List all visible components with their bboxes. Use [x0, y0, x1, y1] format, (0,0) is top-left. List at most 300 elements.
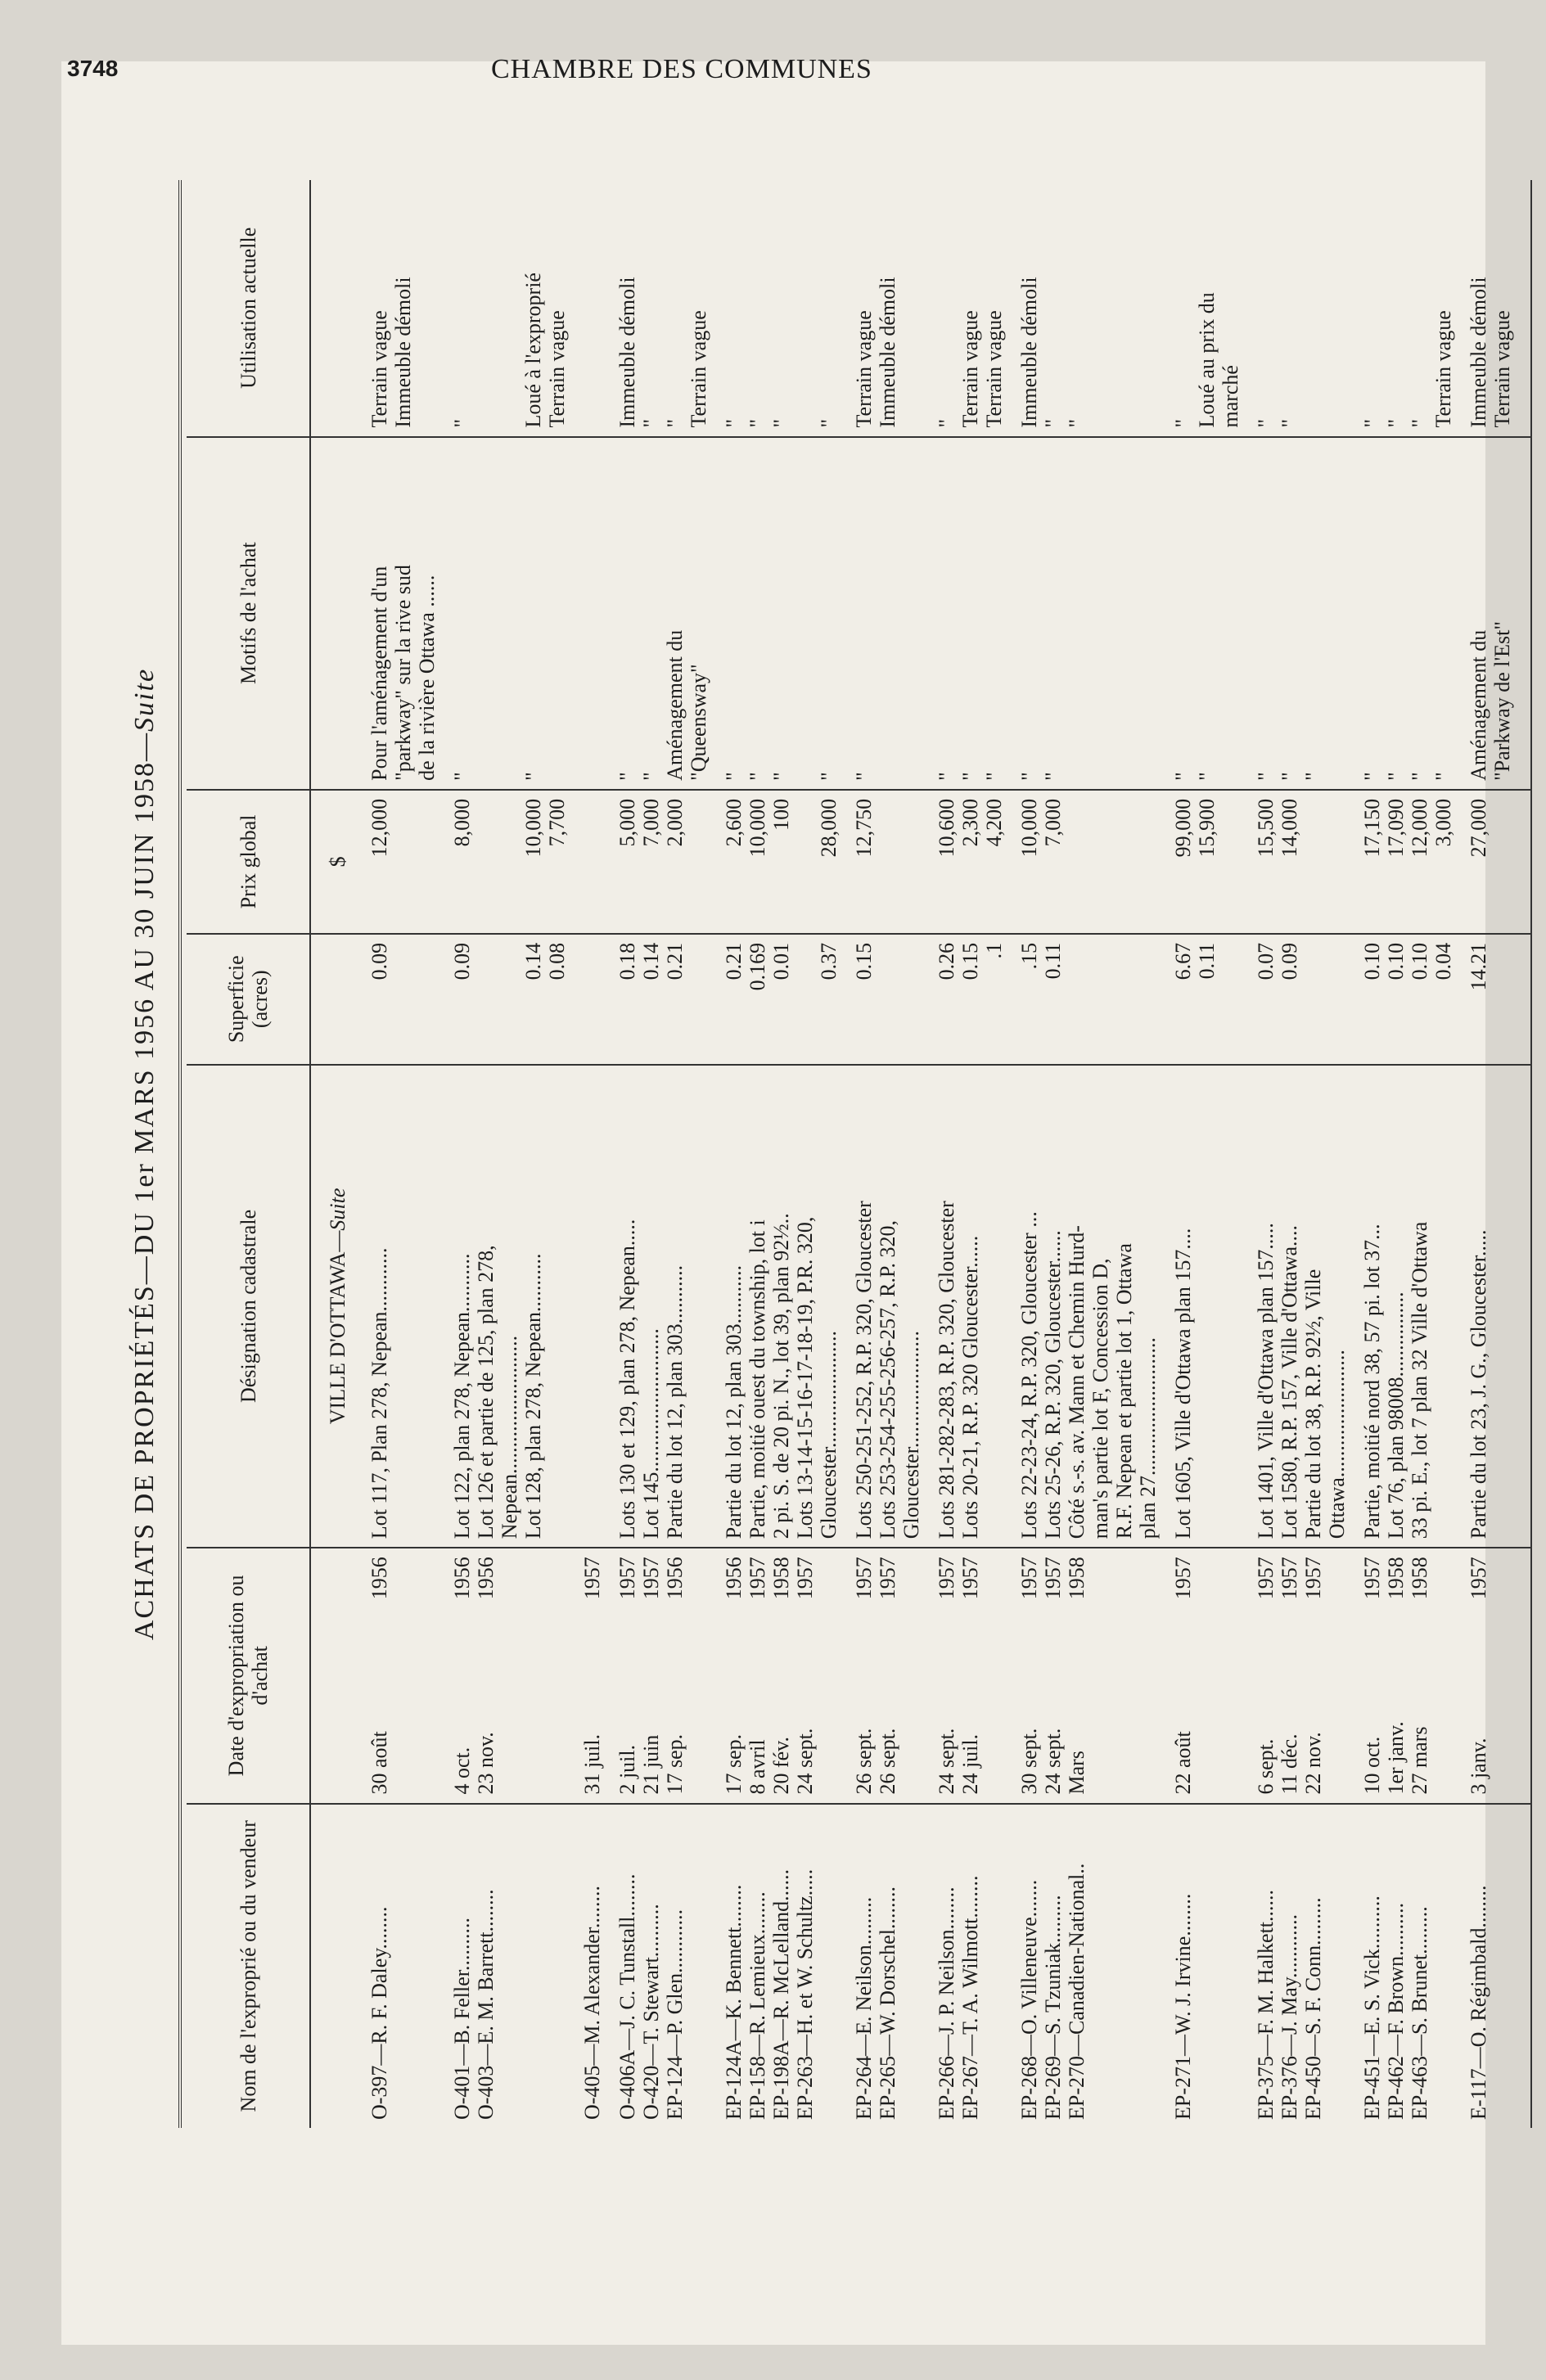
cell-prix-line: 8,000 [450, 798, 474, 847]
cell-utilisation-line: Immeuble démoli [1017, 277, 1041, 428]
cell-prix-line: 15,900 [1195, 798, 1219, 858]
cell-name [604, 1804, 710, 2128]
cell-superficie-line: 0.21 [663, 942, 687, 980]
cell-date [1242, 1548, 1349, 1803]
cell-designation-line: Lot 117, Plan 278, Nepean............ [367, 1247, 391, 1539]
cell-prix-line: 10,000 [1017, 798, 1041, 858]
cell-designation-line: Nepean.......................... [498, 1335, 521, 1539]
cell-designation [604, 1065, 710, 1548]
date-year: 1957 [639, 1557, 663, 1600]
cell-designation [439, 1065, 569, 1548]
cell-motifs-line: " [958, 772, 982, 781]
cell-designation-line: R.F. Nepean et partie lot 1, Ottawa [1112, 1243, 1136, 1539]
cell-date-line [769, 1557, 793, 1794]
cell-name-line: O-405—M. Alexander........ [580, 1886, 604, 2120]
date-day: 11 déc. [1278, 1733, 1301, 1795]
date-year: 1957 [580, 1557, 604, 1600]
cell-utilisation-line: Immeuble démoli [391, 277, 415, 428]
cell-superficie [1160, 934, 1242, 1065]
cell-utilisation-line: " [935, 418, 958, 428]
cell-date-line [935, 1557, 958, 1794]
date-year: 1957 [793, 1557, 817, 1600]
date-day: 21 juin [639, 1734, 663, 1795]
cell-superficie-line: 0.15 [958, 942, 982, 980]
cell-name [710, 1804, 841, 2128]
section-row [310, 180, 356, 2128]
date-year: 1957 [935, 1557, 958, 1600]
table-row [1349, 180, 1455, 2128]
cell-utilisation-line: " [1171, 418, 1195, 428]
cell-utilisation-line: " [769, 418, 793, 428]
table-row [1006, 180, 1160, 2128]
section-title-main: VILLE D'OTTAWA— [326, 1230, 349, 1425]
cell-name-line: EP-267—T. A. Wilmott........ [958, 1875, 982, 2120]
cell-date-line [1254, 1557, 1278, 1794]
date-day: 30 août [367, 1731, 391, 1795]
cell-date-line [1467, 1557, 1490, 1794]
cell-name [569, 1804, 604, 2128]
cell-date-line [722, 1557, 746, 1794]
cell-prix [1349, 790, 1455, 934]
cell-date [439, 1548, 569, 1803]
cell-designation-line: Partie, moitié nord 38, 57 pi. lot 37... [1360, 1224, 1384, 1539]
cell-motifs [1455, 437, 1514, 790]
date-day: 24 sept. [793, 1728, 817, 1795]
cell-prix-line: 7,700 [545, 798, 569, 847]
cell-prix-line: 3,000 [1431, 798, 1455, 847]
cell-utilisation-line: " [1254, 418, 1278, 428]
date-year: 1958 [1408, 1557, 1431, 1600]
cell-date-line [663, 1557, 687, 1794]
cell-designation [356, 1065, 439, 1548]
cell-date-line [1408, 1557, 1431, 1794]
cell-date [604, 1548, 710, 1803]
cell-designation-line: Lots 250-251-252, R.P. 320, Gloucester [852, 1201, 876, 1539]
cell-utilisation-line: Terrain vague [852, 310, 876, 428]
table-header-row [187, 180, 310, 2128]
cell-date-line [450, 1557, 474, 1794]
cell-prix-line: 10,000 [521, 798, 545, 858]
cell-prix-line: 10,000 [746, 798, 769, 858]
cell-designation-line: Lot 76, plan 98008................ [1384, 1291, 1408, 1539]
cell-utilisation-line: " [1384, 418, 1408, 428]
date-day: 24 sept. [1041, 1728, 1065, 1795]
cell-name-line: EP-462—F. Brown.......... [1384, 1902, 1408, 2120]
cell-utilisation-line: " [1065, 418, 1089, 428]
rotated-table-block [115, 180, 1514, 2128]
cell-utilisation-line: Terrain vague [958, 310, 982, 428]
cell-utilisation-line: Immeuble démoli [615, 277, 639, 428]
cell-designation [841, 1065, 923, 1548]
cell-date [1160, 1548, 1242, 1803]
cell-utilisation [356, 180, 439, 437]
cell-prix-line [498, 799, 521, 925]
cell-superficie-line: 0.09 [1278, 942, 1301, 980]
cell-designation-line: Partie, moitié ouest du township, lot i [746, 1219, 769, 1539]
cell-superficie [439, 934, 569, 1065]
cell-date-line [474, 1557, 498, 1794]
date-day: 4 oct. [450, 1747, 474, 1795]
cell-date [841, 1548, 923, 1803]
cell-date-line [1301, 1557, 1325, 1794]
cell-motifs [1160, 437, 1242, 790]
cell-name [439, 1804, 569, 2128]
cell-motifs-line: " [982, 772, 1006, 781]
date-day: 23 nov. [474, 1732, 498, 1795]
cell-motifs-line: Pour l'aménagement d'un [367, 566, 391, 781]
cell-prix-line: 14,000 [1278, 798, 1301, 858]
date-day: 2 juil. [615, 1744, 639, 1795]
date-day: 8 avril [746, 1739, 769, 1795]
cell-designation [923, 1065, 1006, 1548]
cell-motifs-line: Aménagement du [1467, 629, 1490, 781]
date-year: 1957 [1041, 1557, 1065, 1600]
table-body [310, 180, 1531, 2128]
cell-designation-line: Lot 126 et partie de 125, plan 278, [474, 1245, 498, 1539]
date-year: 1957 [746, 1557, 769, 1600]
cell-utilisation-line: " [639, 418, 663, 428]
cell-date-line [852, 1557, 876, 1794]
cell-motifs-line: " [615, 772, 639, 781]
table-row [1242, 180, 1349, 2128]
cell-motifs-line: " [1254, 772, 1278, 781]
cell-designation-line: Lot 1401, Ville d'Ottawa plan 157..... [1254, 1223, 1278, 1539]
col-header-designation: Désignation cadastrale [187, 1065, 310, 1548]
col-header-superficie: Superficie (acres) [187, 934, 310, 1065]
cell-motifs [439, 437, 569, 790]
date-day: 17 sep. [722, 1733, 746, 1795]
cell-utilisation-line: Terrain vague [982, 310, 1006, 428]
cell-designation-line: Lots 13-14-15-16-17-18-19, P.R. 320, [793, 1216, 817, 1539]
cell-motifs-line [474, 446, 498, 781]
cell-prix-line [474, 799, 498, 925]
cell-utilisation [710, 180, 841, 437]
cell-prix-line: 7,000 [1041, 798, 1065, 847]
cell-designation-line: 33 pi. E., lot 7 plan 32 Ville d'Ottawa [1408, 1221, 1431, 1539]
cell-utilisation-line: " [722, 418, 746, 428]
cell-name [923, 1804, 1006, 2128]
date-year: 1957 [1017, 1557, 1041, 1600]
cell-utilisation-line: " [1360, 418, 1384, 428]
cell-designation [1006, 1065, 1160, 1548]
cell-name-line: EP-124A—K. Bennett........ [722, 1884, 746, 2120]
table-title-suite: Suite [129, 667, 160, 732]
cell-name-line: EP-198A—R. McLelland...... [769, 1868, 793, 2120]
date-year: 1957 [1254, 1557, 1278, 1600]
cell-prix-line: 17,150 [1360, 798, 1384, 858]
cell-designation-line: Lot 128, plan 278, Nepean........... [521, 1253, 545, 1539]
cell-name-line: EP-158—R. Lemieux........ [746, 1891, 769, 2120]
cell-motifs [604, 437, 710, 790]
table-row [356, 180, 439, 2128]
cell-name-line: EP-270—Canadien-National.. [1065, 1863, 1089, 2120]
cell-motifs-line: " [1171, 772, 1195, 781]
col-header-prix [187, 790, 310, 934]
cell-date-line [615, 1557, 639, 1794]
cell-utilisation [1242, 180, 1349, 437]
cell-name-line: EP-268—O. Villeneuve....... [1017, 1879, 1041, 2120]
cell-motifs [841, 437, 923, 790]
cell-superficie-line: 0.26 [935, 942, 958, 980]
cell-date-line [1278, 1557, 1301, 1794]
cell-date-line [580, 1557, 604, 1794]
date-year: 1957 [615, 1557, 639, 1600]
cell-prix-line: 2,300 [958, 798, 982, 847]
cell-prix-line: 12,000 [367, 798, 391, 858]
cell-utilisation-line: " [663, 418, 687, 428]
table-row [841, 180, 923, 2128]
cell-utilisation [604, 180, 710, 437]
cell-date [923, 1548, 1006, 1803]
cell-designation-line: Partie du lot 12, plan 303........... [722, 1264, 746, 1539]
cell-motifs-line: " [1431, 772, 1455, 781]
date-day: 31 juil. [580, 1733, 604, 1795]
date-year: 1957 [852, 1557, 876, 1600]
cell-prix-line: 12,750 [852, 798, 876, 858]
cell-designation-line: Partie du lot 12, plan 303........... [663, 1264, 687, 1539]
cell-date-line [1041, 1557, 1065, 1794]
cell-superficie-line: 0.11 [1195, 942, 1219, 980]
cell-prix [923, 790, 1006, 934]
cell-name-line: O-397—R. F. Daley........ [367, 1906, 391, 2120]
table-row [439, 180, 569, 2128]
cell-prix [1006, 790, 1160, 934]
cell-prix [439, 790, 569, 934]
cell-utilisation-line: " [817, 418, 841, 428]
cell-date-line [1384, 1557, 1408, 1794]
cell-designation-line: Lots 22-23-24, R.P. 320, Gloucester ... [1017, 1211, 1041, 1539]
cell-designation-line: Lots 130 et 129, plan 278, Nepean..... [615, 1219, 639, 1539]
cell-name-line: EP-463—S. Brunet......... [1408, 1906, 1431, 2120]
cell-prix [1242, 790, 1349, 934]
cell-designation [1455, 1065, 1514, 1548]
cell-superficie-line: 0.08 [545, 942, 569, 980]
cell-motifs [710, 437, 841, 790]
cell-superficie-line [474, 943, 498, 1056]
cell-name-line: EP-375—F. M. Halkett...... [1254, 1889, 1278, 2120]
cell-superficie-line: 0.21 [722, 942, 746, 980]
date-year: 1957 [1301, 1557, 1325, 1600]
cell-motifs-line: de la rivière Ottawa ...... [415, 575, 439, 781]
cell-utilisation-line: Loué au prix du [1195, 292, 1219, 428]
table-row [569, 180, 604, 2128]
section-title [310, 1065, 356, 1548]
cell-superficie [923, 934, 1006, 1065]
cell-utilisation-line: " [746, 418, 769, 428]
cell-prix-line: 12,000 [1408, 798, 1431, 858]
cell-utilisation-line: Loué à l'exproprié [521, 273, 545, 428]
date-day: 10 oct. [1360, 1736, 1384, 1795]
cell-name-line: O-406A—J. C. Tunstall........ [615, 1873, 639, 2120]
cell-utilisation [569, 180, 604, 437]
cell-superficie [841, 934, 923, 1065]
cell-date-line [1171, 1557, 1195, 1794]
date-year: 1956 [722, 1557, 746, 1600]
cell-motifs [923, 437, 1006, 790]
cell-superficie-line: 0.14 [639, 942, 663, 980]
cell-superficie [1349, 934, 1455, 1065]
prix-unit: $ [310, 790, 356, 934]
col-header-prix-label: Prix global [236, 814, 260, 909]
date-day: 6 sept. [1254, 1738, 1278, 1795]
date-year: 1957 [1467, 1557, 1490, 1600]
table-row [710, 180, 841, 2128]
cell-utilisation-line: Terrain vague [687, 310, 710, 428]
table-row [1455, 180, 1514, 2128]
cell-superficie-line: 0.14 [521, 942, 545, 980]
cell-motifs-line: " [817, 772, 841, 781]
col-header-motifs: Motifs de l'achat [187, 437, 310, 790]
date-year: 1957 [958, 1557, 982, 1600]
cell-superficie-line: .1 [982, 942, 1006, 959]
date-day: 24 sept. [935, 1728, 958, 1795]
date-year: 1956 [450, 1557, 474, 1600]
cell-designation [1160, 1065, 1242, 1548]
cell-date-line [367, 1557, 391, 1794]
cell-utilisation-line: " [1041, 418, 1065, 428]
cell-designation-line: Lots 20-21, R.P. 320 Gloucester...... [958, 1235, 982, 1539]
cell-utilisation-line: Terrain vague [545, 310, 569, 428]
cell-name [1160, 1804, 1242, 2128]
cell-motifs-line [498, 446, 521, 781]
cell-motifs-line: " [1195, 772, 1219, 781]
cell-prix [841, 790, 923, 934]
cell-name-line: EP-263—H. et W. Schultz..... [793, 1868, 817, 2120]
cell-utilisation [1349, 180, 1455, 437]
cell-motifs-line: " [450, 772, 474, 781]
cell-superficie-line: 0.10 [1360, 942, 1384, 980]
cell-date-line [746, 1557, 769, 1794]
cell-superficie-line: 0.11 [1041, 942, 1065, 980]
cell-date-line [793, 1557, 817, 1794]
cell-motifs-line: Aménagement du [663, 629, 687, 781]
cell-prix-line: 10,600 [935, 798, 958, 858]
cell-designation-line: Côté s.-s. av. Mann et Chemin Hurd- [1065, 1225, 1089, 1539]
page-number: 3748 [67, 56, 119, 81]
cell-motifs-line [793, 446, 817, 781]
date-day: 27 mars [1408, 1726, 1431, 1795]
cell-designation-line: Gloucester...................... [899, 1331, 923, 1539]
date-year: 1958 [1065, 1557, 1089, 1600]
cell-name [1242, 1804, 1349, 2128]
cell-designation-line: Lots 25-26, R.P. 320, Gloucester...... [1041, 1230, 1065, 1539]
date-year: 1957 [876, 1557, 899, 1600]
cell-superficie [604, 934, 710, 1065]
cell-designation [710, 1065, 841, 1548]
cell-prix-line: 4,200 [982, 798, 1006, 847]
cell-name [1455, 1804, 1514, 2128]
cell-prix-line [793, 799, 817, 925]
cell-motifs-line: " [1384, 772, 1408, 781]
cell-prix-line: 7,000 [639, 798, 663, 847]
cell-motifs-line: " [746, 772, 769, 781]
cell-name-line: EP-451—E. S. Vick.......... [1360, 1895, 1384, 2120]
cell-prix-line: 27,000 [1467, 798, 1490, 858]
date-year: 1956 [367, 1557, 391, 1600]
cell-motifs-line: " [521, 772, 545, 781]
cell-motifs-line: " [639, 772, 663, 781]
cell-name [356, 1804, 439, 2128]
cell-superficie-line: 0.10 [1384, 942, 1408, 980]
cell-utilisation-line [474, 188, 498, 428]
cell-date [710, 1548, 841, 1803]
cell-utilisation [841, 180, 923, 437]
cell-name-line: EP-266—J. P. Neilson........ [935, 1886, 958, 2120]
cell-superficie-line: .15 [1017, 942, 1041, 970]
cell-date [1349, 1548, 1455, 1803]
date-day: 1er janv. [1384, 1721, 1408, 1795]
running-title: CHAMBRE DES COMMUNES [491, 54, 872, 84]
cell-prix [604, 790, 710, 934]
cell-designation-line: Ottawa........................ [1325, 1350, 1349, 1539]
cell-date [569, 1548, 604, 1803]
table-title-main: ACHATS DE PROPRIÉTÉS—DU 1er MARS 1956 AU 30 JUIN 1958— [129, 731, 160, 1641]
cell-designation-line: Lot 145........................... [639, 1328, 663, 1539]
cell-prix-line: 2,600 [722, 798, 746, 847]
cell-utilisation-line: " [1408, 418, 1431, 428]
cell-prix-line: 5,000 [615, 798, 639, 847]
cell-superficie-line: 0.37 [817, 942, 841, 980]
cell-motifs [569, 437, 604, 790]
cell-designation [569, 1065, 604, 1548]
cell-motifs-line: " [852, 772, 876, 781]
cell-name-line: O-401—B. Feller.......... [450, 1918, 474, 2120]
cell-motifs-line: " [1360, 772, 1384, 781]
cell-designation-line: 2 pi. S. de 20 pi. N., lot 39, plan 92½.. [769, 1213, 793, 1539]
date-day: 22 nov. [1301, 1732, 1325, 1795]
cell-designation-line: man's partie lot F, Concession D, [1089, 1258, 1112, 1539]
cell-prix-line: 28,000 [817, 798, 841, 858]
date-day: 20 fév. [769, 1737, 793, 1795]
cell-superficie-line: 0.15 [852, 942, 876, 980]
cell-prix-line: 100 [769, 798, 793, 831]
cell-motifs-line: " [1041, 772, 1065, 781]
cell-motifs-line: " [722, 772, 746, 781]
cell-date-line [1065, 1557, 1089, 1794]
date-day: 30 sept. [1017, 1728, 1041, 1795]
cell-utilisation [1455, 180, 1514, 437]
cell-utilisation-line [793, 188, 817, 428]
cell-superficie [356, 934, 439, 1065]
cell-motifs-line: "Parkway de l'Est" [1490, 621, 1514, 781]
cell-name [1006, 1804, 1160, 2128]
table-row [923, 180, 1006, 2128]
cell-motifs [1349, 437, 1455, 790]
table-bottom-rule [1514, 180, 1531, 2128]
date-day: 26 sept. [852, 1728, 876, 1795]
cell-name-line: EP-265—W. Dorschel........ [876, 1886, 899, 2120]
cell-designation-line: Lot 1580, R.P. 157, Ville d'Ottawa.... [1278, 1224, 1301, 1539]
cell-superficie [1242, 934, 1349, 1065]
cell-prix [356, 790, 439, 934]
cell-designation-line: Lots 281-282-283, R.P. 320, Gloucester [935, 1201, 958, 1539]
cell-date-line [876, 1557, 899, 1794]
cell-date [356, 1548, 439, 1803]
cell-utilisation-line: Terrain vague [367, 310, 391, 428]
cell-utilisation-line [498, 188, 521, 428]
cell-date-line [1360, 1557, 1384, 1794]
date-day: 24 juil. [958, 1733, 982, 1795]
cell-designation-line: Lot 122, plan 278, Nepean........... [450, 1253, 474, 1539]
date-day: Mars [1065, 1751, 1089, 1795]
date-day: 22 août [1171, 1731, 1195, 1795]
cell-utilisation-line: Terrain vague [1431, 310, 1455, 428]
purchases-table [187, 180, 1532, 2128]
table-row [1160, 180, 1242, 2128]
cell-motifs-line: "Queensway" [687, 664, 710, 781]
cell-utilisation-line: " [1278, 418, 1301, 428]
cell-superficie-line: 0.09 [450, 942, 474, 980]
